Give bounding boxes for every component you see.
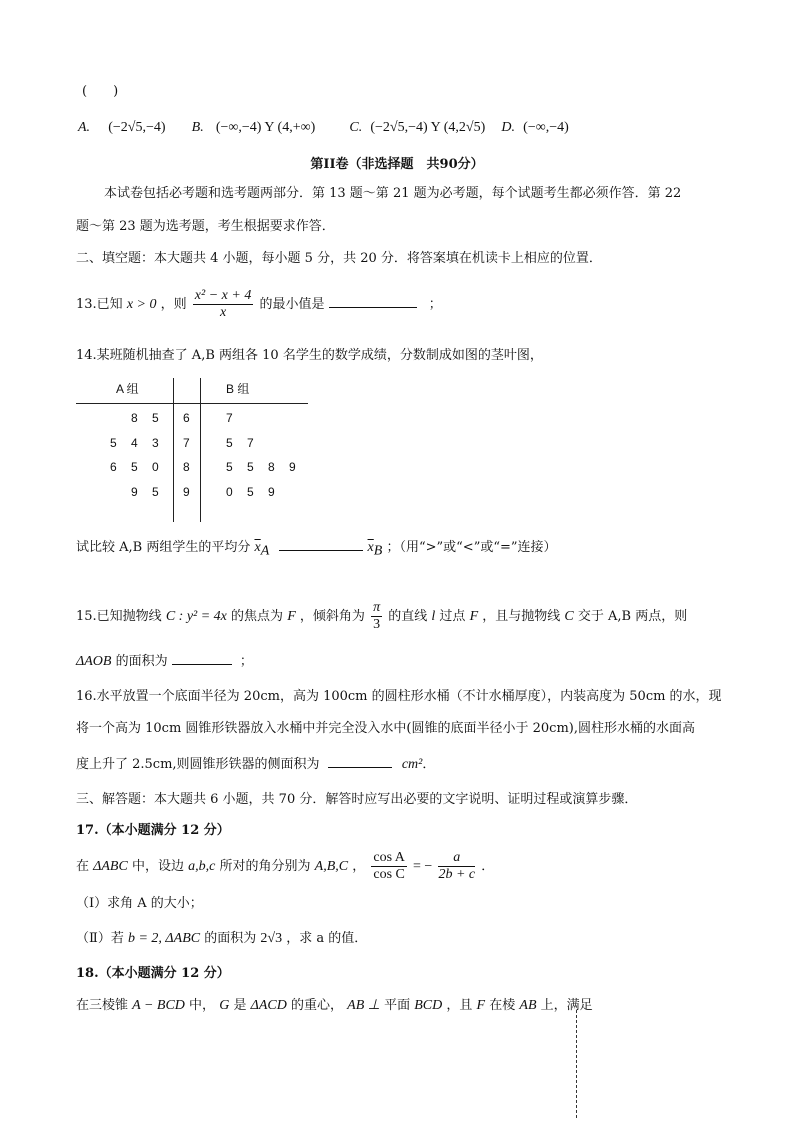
- q16-line2: 将一个高为 10cm 圆锥形铁器放入水桶中并完全没入水中(圆锥的底面半径小于 20cm),圆柱形水桶的水面高: [76, 721, 695, 736]
- q16-line3: 度上升了 2.5cm,则圆锥形铁器的侧面积为: [76, 757, 320, 772]
- q17-f1-den: cos C: [373, 867, 405, 882]
- group-b-leaf: 9: [289, 460, 296, 474]
- q17-title: 17.（本小题满分 12 分）: [76, 823, 230, 838]
- q15-focus-2: F: [469, 609, 479, 624]
- q17-part2-math: b = 2, ΔABC: [127, 931, 201, 946]
- option-b-value: (−∞,−4) Y (4,+∞): [215, 120, 316, 135]
- q13-prefix: 13.已知: [76, 297, 123, 312]
- q18-text-3: 是: [233, 998, 247, 1013]
- plot-vertical-rule-left: [173, 378, 174, 522]
- q15-text-4: 的直线: [388, 609, 428, 624]
- q13-mid: ，则: [160, 297, 187, 312]
- solve-heading: 三、解答题：本大题共 6 小题，共 70 分．解答时应写出必要的文字说明、证明过程或演算步骤．: [76, 792, 638, 807]
- q15-angle-num: π: [373, 600, 381, 615]
- q16-unit: cm²: [401, 757, 423, 772]
- q14-text: 14.某班随机抽查了 A,B 两组各 10 名学生的数学成绩，分数制成如图的茎叶图，: [76, 348, 543, 363]
- group-a-leaf: 6: [110, 460, 117, 474]
- group-a-leaf: 5: [152, 411, 159, 425]
- q13-denominator: x: [219, 305, 227, 320]
- q13-answer-blank[interactable]: [329, 293, 417, 308]
- option-a-value: (−2√5,−4): [108, 120, 166, 135]
- q18-statement: [76, 997, 593, 1015]
- group-a-leaf: 5: [110, 435, 117, 450]
- group-a-leaf: 3: [152, 435, 159, 450]
- q18-text-4: 的重心，: [290, 998, 343, 1013]
- q18-centroid: G: [219, 998, 230, 1013]
- q17-part2-area: 2√3: [260, 931, 283, 946]
- q15-text-6: ，且与抛物线: [482, 609, 561, 624]
- q15-curve: C: [564, 609, 574, 624]
- q17-sides: a,b,c: [188, 859, 216, 874]
- section-title: 第II卷（非选择题 共90分）: [310, 157, 484, 172]
- q17-part2-text-2: 的面积为: [204, 931, 257, 946]
- group-a-leaf: 5: [152, 484, 159, 499]
- option-a-letter: A.: [78, 120, 91, 135]
- fill-heading: 二、填空题：本大题共 4 小题，每小题 5 分，共 20 分．将答案填在机读卡上相应的位置．: [76, 251, 602, 266]
- q17-f2-num: a: [438, 850, 475, 867]
- stem-value: 8: [183, 460, 190, 474]
- q18-triangle: ΔACD: [250, 998, 287, 1013]
- q16-line1: 16.水平放置一个底面半径为 20cm，高为 100cm 的圆柱形水桶（不计水桶厚度），内装高度为 50cm 的水，现: [76, 689, 722, 704]
- question-15: [76, 600, 687, 634]
- mean-b: $\overline{x}$: [367, 540, 374, 555]
- q18-text-5: 平面: [384, 998, 411, 1013]
- q17-f2-den: 2b + c: [438, 867, 476, 882]
- q16-line3-wrap: [76, 753, 435, 774]
- group-b-leaf: 9: [268, 484, 275, 499]
- q13-fraction: [193, 288, 254, 321]
- group-b-leaf: 5: [247, 484, 254, 499]
- q18-text-8: 上，满足: [540, 998, 593, 1013]
- question-13: [76, 288, 442, 322]
- q17-text-3: 所对的角分别为: [219, 859, 311, 874]
- q18-edge: AB: [519, 998, 537, 1013]
- option-b-letter: B.: [191, 120, 204, 135]
- q18-text-1: 在三棱锥: [76, 998, 129, 1013]
- q15-focus: F: [287, 609, 296, 624]
- q17-fraction-1: [371, 850, 407, 883]
- q16-end: ．: [422, 757, 436, 772]
- question-15-line2: [76, 650, 253, 671]
- q18-perp: AB ⊥: [347, 998, 380, 1013]
- q17-part2-text-3: ，求 a 的值．: [286, 931, 368, 946]
- q15-text-3: ，倾斜角为: [299, 609, 365, 624]
- q13-numerator: x² − x + 4: [194, 288, 252, 303]
- q17-angles: A,B,C: [314, 859, 349, 874]
- q18-pyramid: A − BCD: [132, 998, 185, 1013]
- q17-equals: = −: [413, 859, 433, 874]
- q18-title: 18.（本小题满分 12 分）: [76, 966, 230, 981]
- group-b-leaf: 5: [226, 460, 233, 474]
- group-b-leaf: 7: [226, 411, 233, 425]
- q17-fraction-2: [438, 850, 475, 883]
- q12-options: [78, 119, 569, 137]
- group-b-leaf: 5: [226, 435, 233, 450]
- q15-parabola: C : y² = 4x: [165, 609, 227, 624]
- q15-text-7: 交于 A,B 两点，则: [577, 609, 688, 624]
- section-intro-line2: 题～第 23 题为选考题，考生根据要求作答．: [76, 219, 335, 234]
- group-b-leaf: 7: [247, 435, 254, 450]
- group-b-leaf: 0: [226, 484, 233, 499]
- q17-text-5: ．: [481, 859, 495, 874]
- mean-a-sub: A: [260, 543, 270, 559]
- q14-answer-blank[interactable]: [279, 536, 363, 551]
- group-b-header: B 组: [226, 382, 250, 396]
- binding-dash-line: [576, 1010, 577, 1118]
- group-a-leaf: 4: [131, 435, 138, 450]
- group-b-leaf: 8: [268, 460, 275, 474]
- answer-bracket: ( ): [82, 84, 119, 99]
- stem-value: 7: [183, 435, 190, 450]
- option-c-value: (−2√5,−4) Y (4,2√5): [370, 120, 486, 135]
- stem-value: 9: [183, 484, 190, 499]
- q17-text-2: 中，设边: [131, 859, 184, 874]
- plot-horizontal-rule: [76, 403, 308, 404]
- q13-condition: x > 0: [126, 297, 157, 312]
- q15-text-1: 15.已知抛物线: [76, 609, 162, 624]
- q14-compare-prefix: 试比较 A,B 两组学生的平均分: [76, 540, 251, 555]
- q15-area-text: 的面积为: [115, 654, 168, 669]
- q16-answer-blank[interactable]: [328, 753, 392, 768]
- q14-compare-suffix: ；（用“>”或“<”或“=”连接）: [386, 540, 557, 555]
- option-d-letter: D.: [501, 120, 516, 135]
- plot-vertical-rule-right: [200, 378, 201, 522]
- q17-text-4: ，: [352, 859, 366, 874]
- q18-point-f: F: [476, 998, 486, 1013]
- q14-compare: [76, 536, 557, 561]
- group-a-leaf: 9: [131, 484, 138, 499]
- group-a-leaf: 8: [131, 411, 138, 425]
- mean-a: $\overline{x}$: [254, 540, 261, 555]
- q18-text-6: ，且: [446, 998, 473, 1013]
- q17-text-1: 在: [76, 859, 90, 874]
- q15-angle-den: 3: [373, 617, 381, 632]
- group-a-leaf: 0: [152, 460, 159, 474]
- group-a-header: A 组: [116, 382, 139, 396]
- q15-triangle: ΔAOB: [76, 654, 112, 669]
- mean-b-sub: B: [373, 543, 383, 559]
- q15-line: l: [431, 609, 436, 624]
- q13-suffix: 的最小值是: [259, 297, 325, 312]
- q17-triangle: ΔABC: [93, 859, 128, 874]
- q15-end: ；: [239, 654, 253, 669]
- q15-angle: [371, 600, 382, 633]
- q13-end: ；: [428, 297, 442, 312]
- q15-text-2: 的焦点为: [231, 609, 284, 624]
- group-a-leaf: 5: [131, 460, 138, 474]
- option-d-value: (−∞,−4): [523, 120, 569, 135]
- q17-part2: [76, 930, 367, 948]
- q15-answer-blank[interactable]: [172, 650, 232, 665]
- q17-statement: [76, 850, 494, 884]
- group-b-leaf: 5: [247, 460, 254, 474]
- q18-text-2: 中，: [189, 998, 216, 1013]
- q17-f1-num: cos A: [373, 850, 405, 865]
- q15-text-5: 过点: [439, 609, 466, 624]
- stem-leaf-plot: [76, 378, 316, 524]
- q17-part2-text-1: （Ⅱ）若: [76, 931, 124, 946]
- option-c-letter: C.: [349, 120, 363, 135]
- section-intro-line1: 本试卷包括必考题和选考题两部分．第 13 题～第 21 题为必考题，每个试题考生都必须作答．第 22: [104, 186, 682, 201]
- stem-value: 6: [183, 411, 190, 425]
- q17-part1: （Ⅰ）求角 A 的大小；: [76, 896, 203, 911]
- q18-text-7: 在棱: [489, 998, 516, 1013]
- q18-plane: BCD: [414, 998, 443, 1013]
